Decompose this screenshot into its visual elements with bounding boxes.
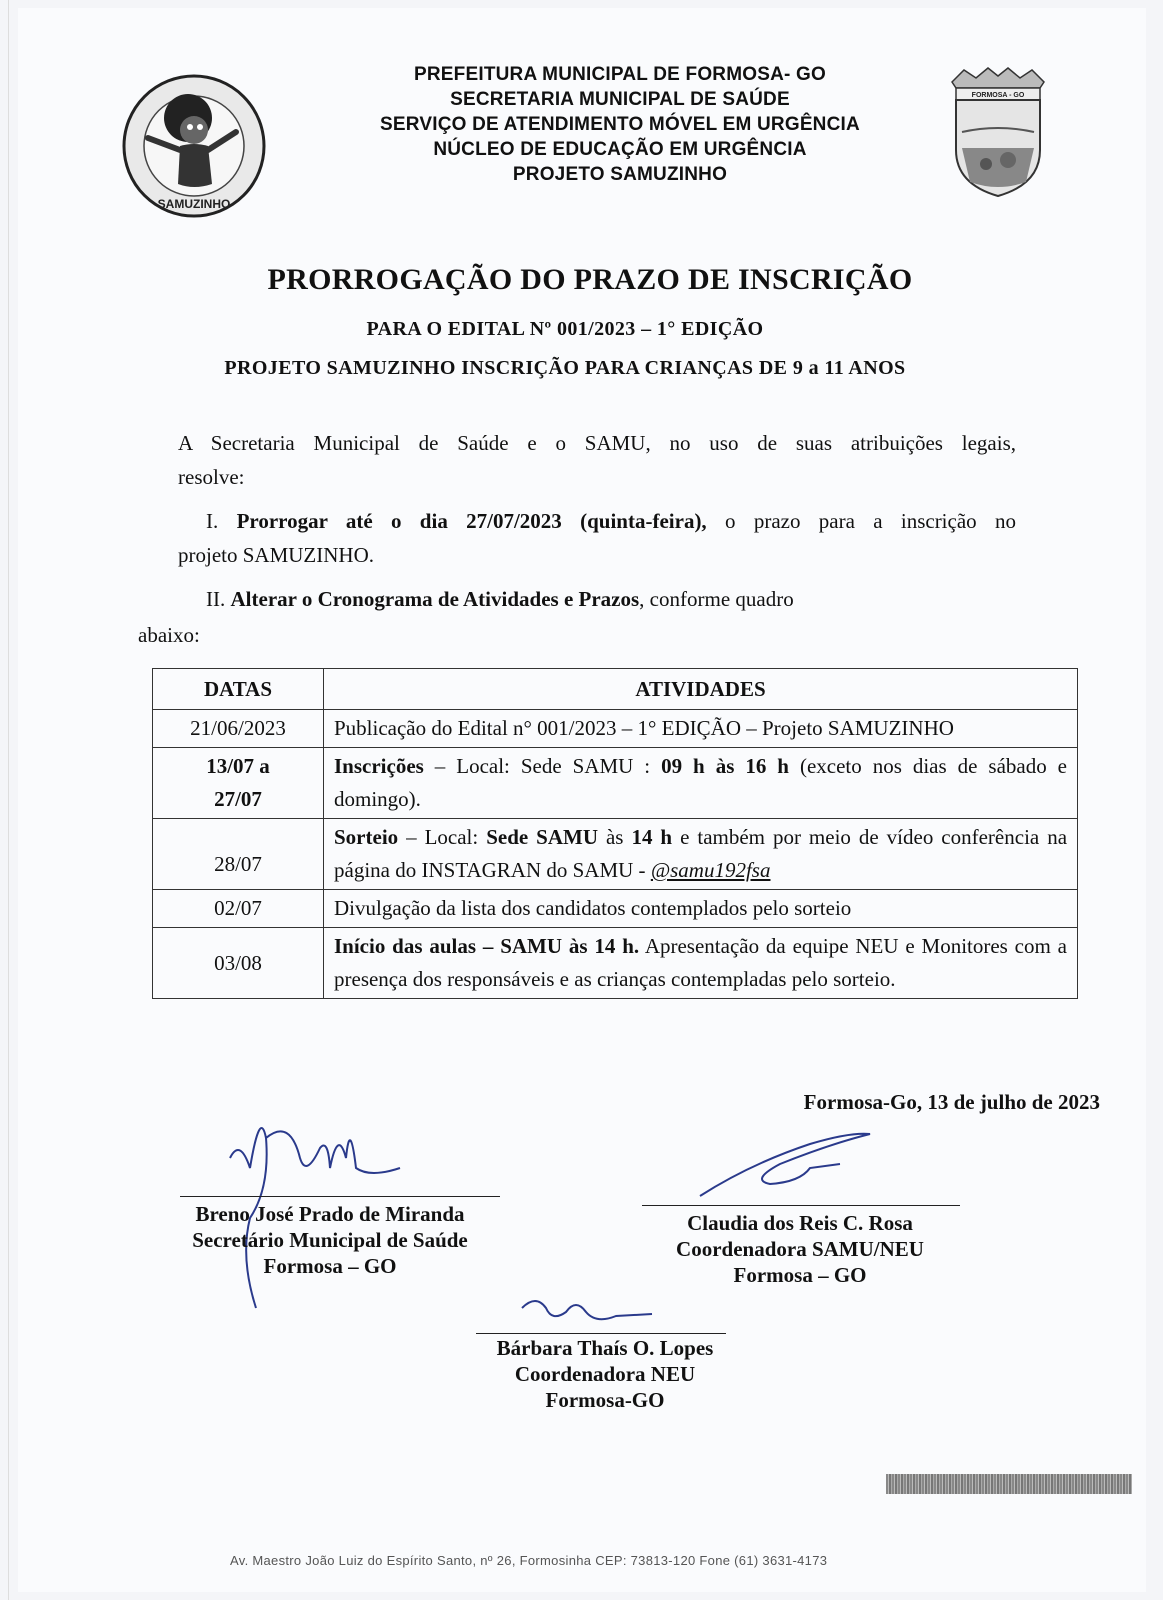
row-activity xyxy=(324,748,1078,819)
item-1-line-2: projeto SAMUZINHO. xyxy=(178,543,374,567)
row-date: 02/07 xyxy=(153,890,324,928)
activity-bold: Inscrições xyxy=(334,754,424,778)
footer-address: Av. Maestro João Luiz do Espírito Santo, nº 26, Formosinha CEP: 73813-120 Fone (61) 3631-4173 xyxy=(230,1553,828,1568)
signatory-role: Coordenadora NEU xyxy=(514,1362,696,1386)
item-2-rest: , conforme quadro xyxy=(639,587,794,611)
signatory-3 xyxy=(460,1335,750,1413)
svg-text:FORMOSA - GO: FORMOSA - GO xyxy=(971,92,1025,99)
edital-subtitle: PARA O EDITAL Nº 001/2023 – 1° EDIÇÃO xyxy=(366,318,764,340)
activity-bold-hours: 09 h às 16 h xyxy=(661,754,789,778)
row-activity: Divulgação da lista dos candidatos contemplados pelo sorteio xyxy=(324,890,1078,928)
signature-line-3 xyxy=(476,1333,726,1334)
row-activity xyxy=(324,819,1078,890)
header-line-prefeitura: PREFEITURA MUNICIPAL DE FORMOSA- GO xyxy=(414,64,826,85)
document-title: PRORROGAÇÃO DO PRAZO DE INSCRIÇÃO xyxy=(267,263,913,296)
signatory-place: Formosa – GO xyxy=(733,1263,867,1287)
item-2-prefix: II. xyxy=(206,587,231,611)
item-2-bold: Alterar o Cronograma de Atividades e Prazos xyxy=(230,587,640,611)
table-row xyxy=(153,710,1078,748)
activity-bold-place: Sede SAMU xyxy=(486,825,599,849)
header-line-secretaria: SECRETARIA MUNICIPAL DE SAÚDE xyxy=(450,89,790,110)
item-1-prefix: I. xyxy=(206,509,237,533)
row-date-line-2: 27/07 xyxy=(214,787,262,811)
row-date: 28/07 xyxy=(153,819,324,890)
item-1-rest: o prazo para a inscrição no xyxy=(706,509,1016,533)
row-date-line-1: 13/07 a xyxy=(206,754,270,778)
signatory-role: Secretário Municipal de Saúde xyxy=(192,1228,468,1252)
row-date xyxy=(153,748,324,819)
intro-line-1: A Secretaria Municipal de Saúde e o SAMU, no uso de suas atribuições legais, xyxy=(178,431,1016,455)
table-row xyxy=(153,748,1078,819)
table-header-row xyxy=(153,669,1078,710)
header-activities: ATIVIDADES xyxy=(324,669,1078,710)
project-subtitle: PROJETO SAMUZINHO INSCRIÇÃO PARA CRIANÇAS DE 9 a 11 ANOS xyxy=(224,357,906,379)
activity-text: às xyxy=(598,825,632,849)
schedule-table xyxy=(152,668,1078,999)
scan-edge xyxy=(8,0,9,1600)
table-row xyxy=(153,928,1078,999)
table-row xyxy=(153,819,1078,890)
row-date: 21/06/2023 xyxy=(153,710,324,748)
row-date: 03/08 xyxy=(153,928,324,999)
scan-stamp xyxy=(886,1474,1132,1494)
formosa-coat-of-arms xyxy=(946,64,1050,200)
signature-claudia xyxy=(690,1124,890,1204)
row-activity: Publicação do Edital n° 001/2023 – 1° EDIÇÃO – Projeto SAMUZINHO xyxy=(324,710,1078,748)
header-institution xyxy=(300,62,940,187)
intro-line-2: resolve: xyxy=(178,465,245,489)
activity-text: (exceto nos dias de sábado e domingo). xyxy=(334,754,1068,811)
activity-bold: Sorteio xyxy=(334,825,399,849)
table-row xyxy=(153,890,1078,928)
signatory-place: Formosa-GO xyxy=(545,1388,665,1412)
signature-line-2 xyxy=(642,1205,960,1206)
row-activity xyxy=(324,928,1078,999)
activity-bold: Início das aulas – SAMU às 14 h. xyxy=(334,934,640,958)
header-line-projeto: PROJETO SAMUZINHO xyxy=(512,164,728,185)
signatory-1 xyxy=(160,1201,500,1279)
signature-barbara xyxy=(516,1288,656,1334)
svg-text:SAMUZINHO: SAMUZINHO xyxy=(157,197,231,211)
item-1-line-1 xyxy=(206,504,1016,538)
item-2-line-2: abaixo: xyxy=(138,623,200,647)
activity-bold-time: 14 h xyxy=(631,825,673,849)
samuzinho-logo xyxy=(108,72,284,220)
signatory-2 xyxy=(640,1210,960,1288)
instagram-link[interactable]: @samu192fsa xyxy=(650,858,771,882)
activity-text: Apresentação da equipe NEU e Monitores com a presença dos responsáveis e as crianças contempladas pelo sorteio. xyxy=(334,934,1067,991)
signatory-place: Formosa – GO xyxy=(263,1254,397,1278)
header-line-servico: SERVIÇO DE ATENDIMENTO MÓVEL EM URGÊNCIA xyxy=(380,114,860,135)
activity-text: – Local: Sede SAMU : xyxy=(423,754,662,778)
item-1-bold: Prorrogar até o dia 27/07/2023 (quinta-feira), xyxy=(236,509,707,533)
header-dates: DATAS xyxy=(153,669,324,710)
signatory-name: Claudia dos Reis C. Rosa xyxy=(687,1211,913,1235)
signatory-name: Breno José Prado de Miranda xyxy=(195,1202,465,1226)
item-2-line-1 xyxy=(206,582,794,616)
signature-line-1 xyxy=(180,1196,500,1197)
signatory-name: Bárbara Thaís O. Lopes xyxy=(496,1336,714,1360)
signatory-role: Coordenadora SAMU/NEU xyxy=(676,1237,924,1261)
header-line-nucleo: NÚCLEO DE EDUCAÇÃO EM URGÊNCIA xyxy=(433,139,807,160)
place-and-date: Formosa-Go, 13 de julho de 2023 xyxy=(803,1090,1100,1114)
activity-text: e também por meio de vídeo conferência na página do INSTAGRAN do SAMU - xyxy=(334,825,1068,882)
activity-text: – Local: xyxy=(398,825,487,849)
